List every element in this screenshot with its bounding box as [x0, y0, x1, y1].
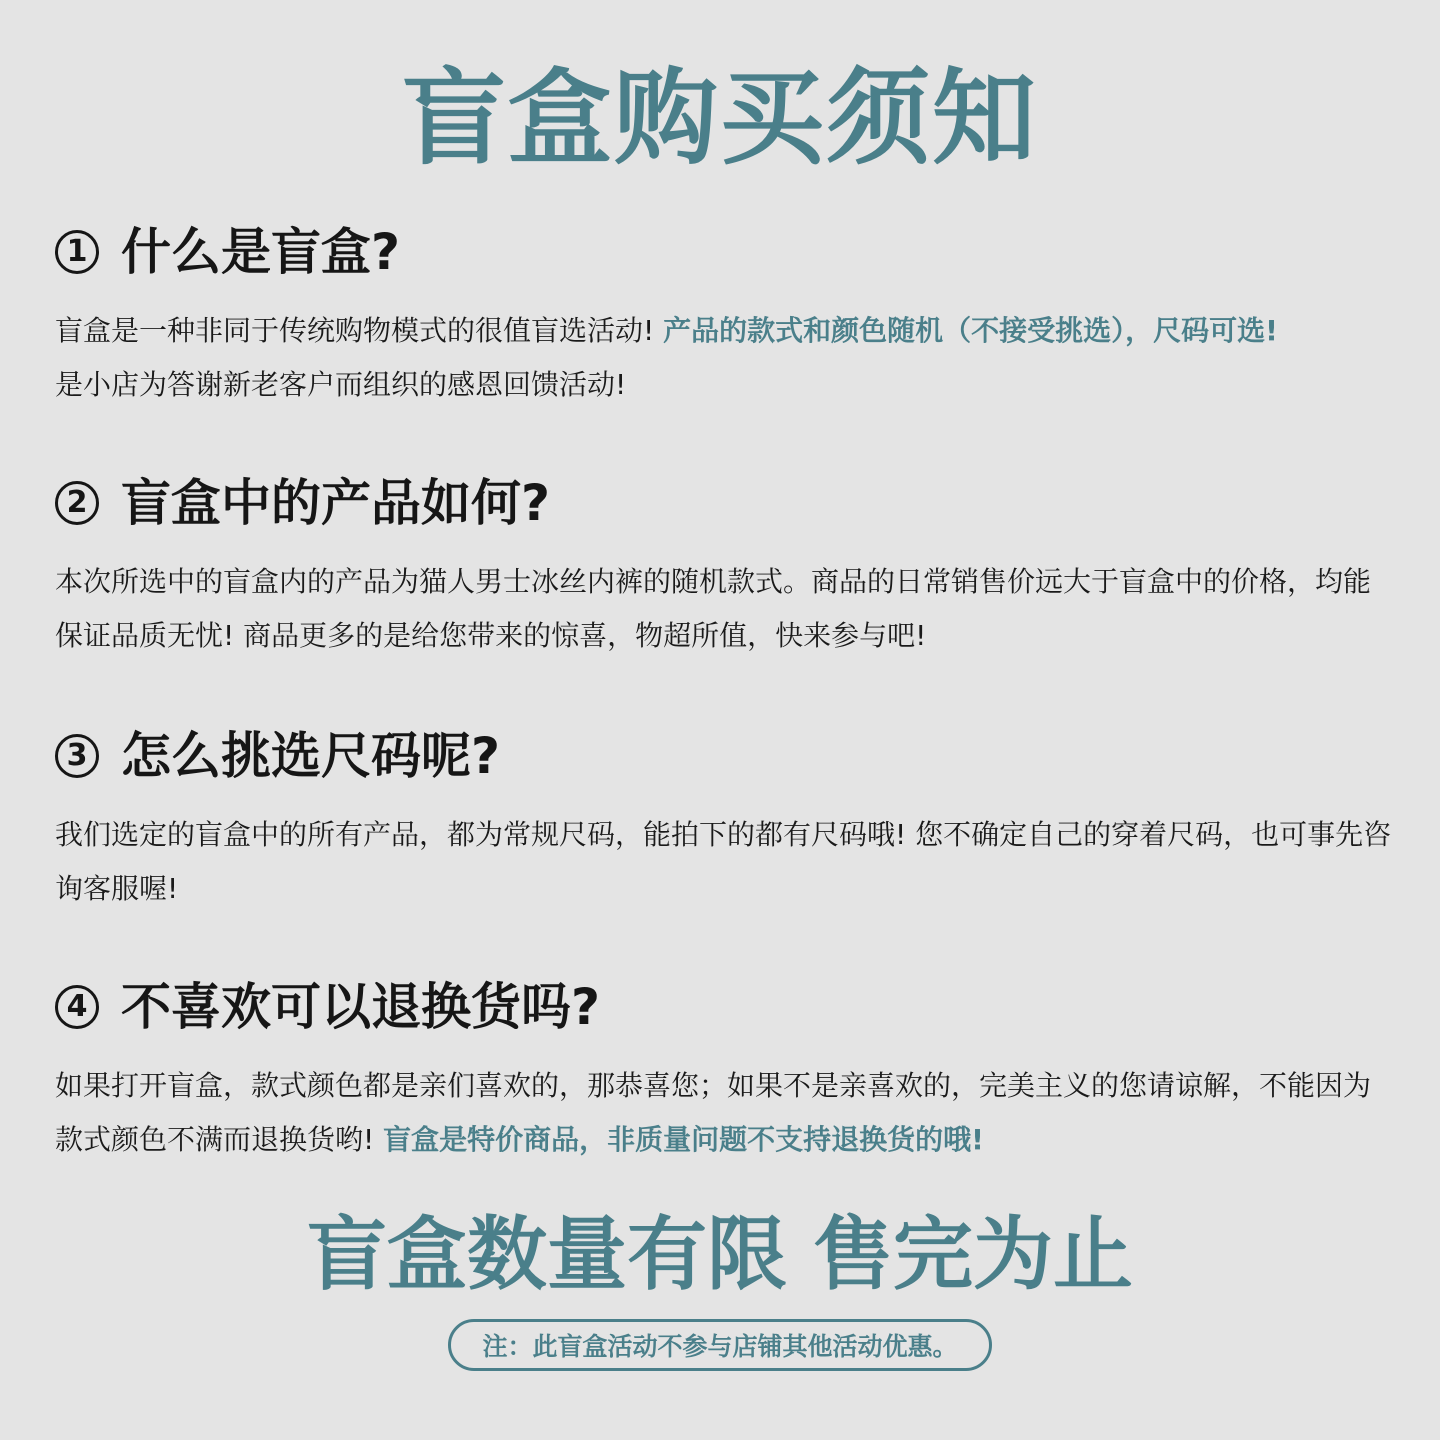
section-heading — [55, 473, 1395, 533]
body-text: 我们选定的盲盒中的所有产品，都为常规尺码，能拍下的都有尺码哦! 您不确定自己的穿着尺码，也可事先咨询客服喔! — [55, 818, 1392, 905]
section-heading-text: 怎么挑选尺码呢? — [121, 727, 501, 785]
section-heading — [55, 222, 1395, 282]
footer-title — [0, 1205, 1440, 1305]
section-body — [55, 304, 1395, 412]
section-body — [55, 1059, 1395, 1167]
section-size — [55, 726, 1395, 916]
section-heading-text: 盲盒中的产品如何? — [121, 474, 551, 532]
body-text: 盲盒是一种非同于传统购物模式的很值盲选活动! — [55, 314, 664, 347]
highlight-text: 产品的款式和颜色随机（不接受挑选），尺码可选! — [663, 314, 1278, 347]
section-heading — [55, 726, 1395, 786]
body-text: 本次所选中的盲盒内的产品为猫人男士冰丝内裤的随机款式。商品的日常销售价远大于盲盒中的价格，均能保证品质无忧! 商品更多的是给您带来的惊喜，物超所值，快来参与吧! — [55, 565, 1372, 652]
section-heading-text: 不喜欢可以退换货吗? — [121, 978, 601, 1036]
circled-number-3: 3 — [55, 734, 99, 778]
footer-title-part1: 盲盒数量有限 — [307, 1208, 787, 1301]
highlight-text: 盲盒是特价商品，非质量问题不支持退换货的哦! — [383, 1123, 984, 1156]
note-text: 注：此盲盒活动不参与店铺其他活动优惠。 — [482, 1332, 958, 1361]
section-body — [55, 555, 1395, 663]
circled-number-4: 4 — [55, 985, 99, 1029]
body-text: 如果打开盲盒，款式颜色都是亲们喜欢的，那恭喜您；如果不是亲喜欢的，完美主义的您请谅解，不能因为款式颜色不满而退换货哟! — [55, 1069, 1372, 1156]
section-what-is-blind-box — [55, 222, 1395, 412]
page-title: 盲盒购买须知 — [401, 57, 1038, 179]
footer-title-part2: 售完为止 — [813, 1208, 1133, 1301]
section-heading — [55, 977, 1395, 1037]
section-products — [55, 473, 1395, 663]
section-body — [55, 808, 1395, 916]
section-returns — [55, 977, 1395, 1167]
circled-number-2: 2 — [55, 481, 99, 525]
circled-number-1: 1 — [55, 230, 99, 274]
note-badge — [448, 1319, 992, 1371]
section-heading-text: 什么是盲盒? — [121, 223, 401, 281]
body-text: 是小店为答谢新老客户而组织的感恩回馈活动! — [55, 368, 627, 401]
